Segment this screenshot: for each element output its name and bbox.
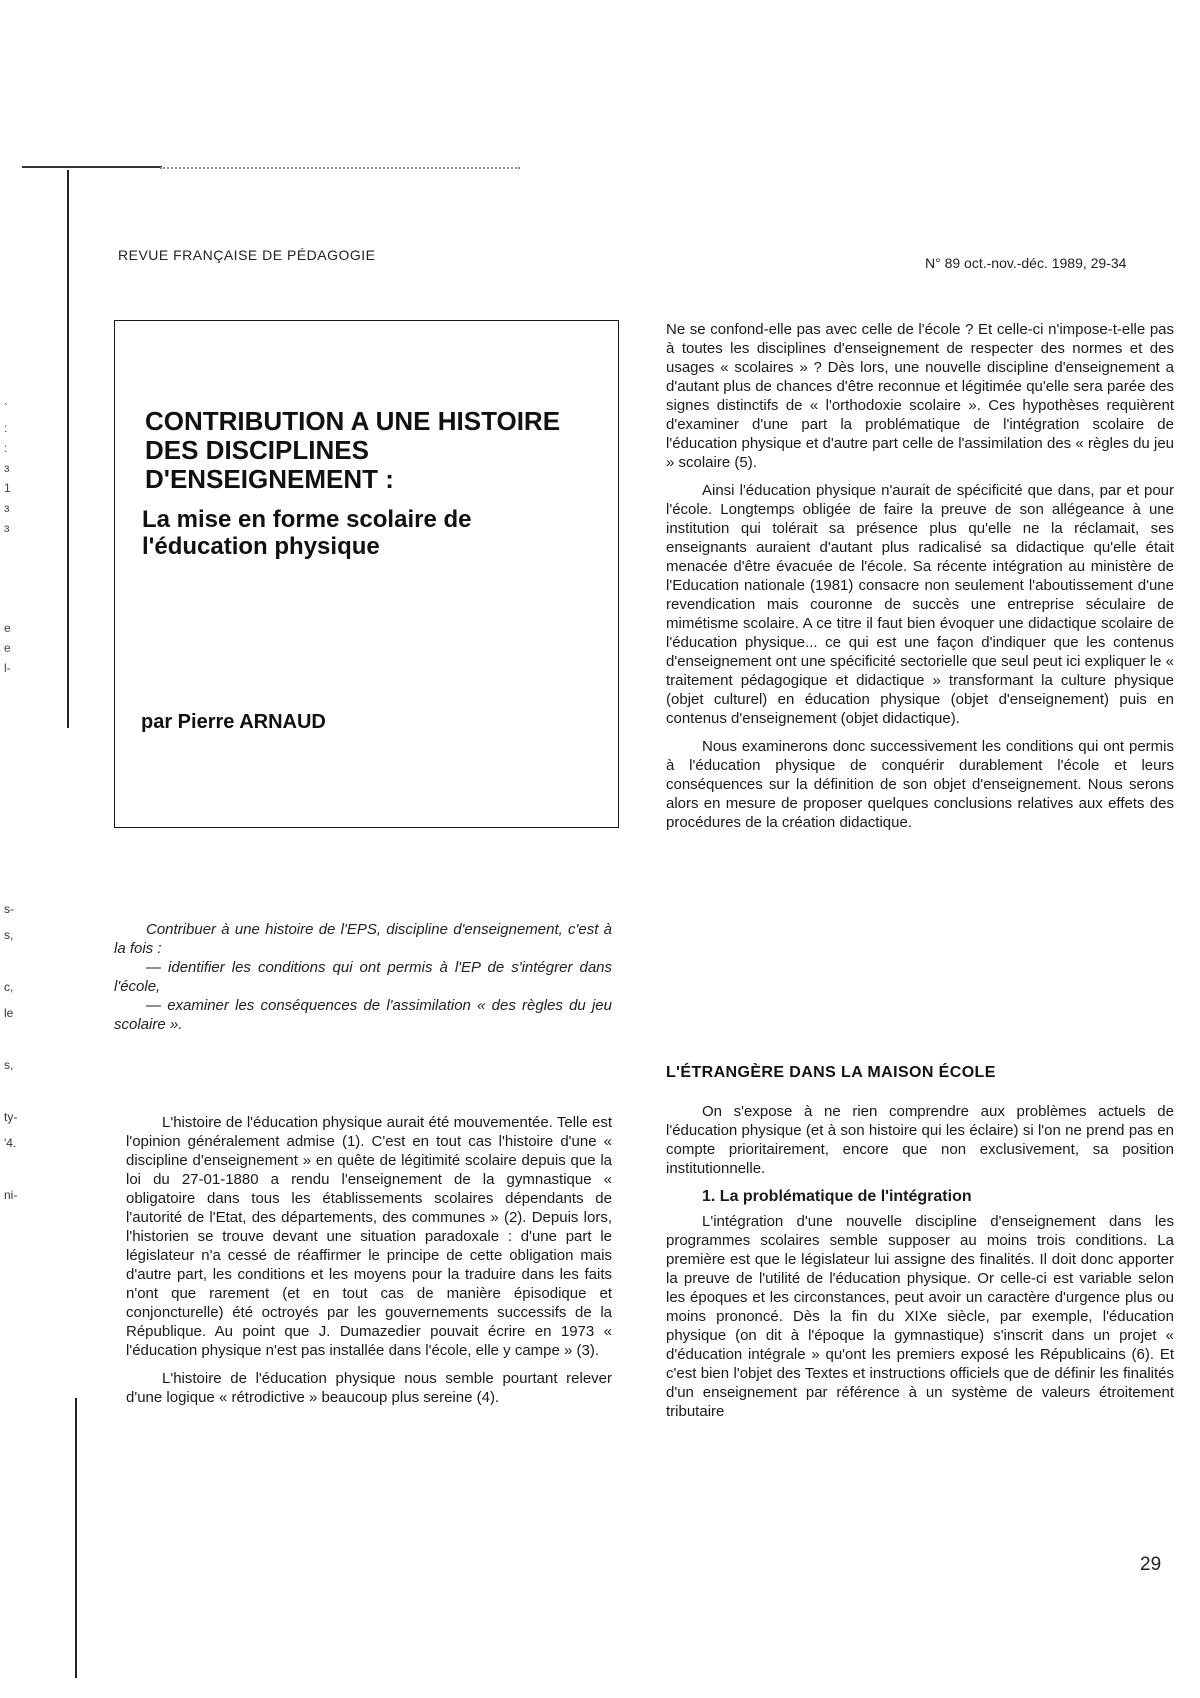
margin-fragments-lower xyxy=(4,896,54,1208)
margin-fragment xyxy=(4,1026,54,1052)
body-paragraph: On s'expose à ne rien comprendre aux problèmes actuels de l'éducation physique (et à son histoire qui les éclaire) si l'on ne prend pas en compte prioritairement, encore que non exclusivement, sa position institutionnelle. xyxy=(666,1103,1174,1177)
margin-fragment: '4. xyxy=(4,1136,17,1150)
margin-fragment: le xyxy=(4,1006,14,1020)
margin-fragment xyxy=(4,1078,54,1104)
scan-left-edge-line xyxy=(67,170,69,728)
body-paragraph: L'histoire de l'éducation physique nous semble pourtant relever d'une logique « rétrodictive » beaucoup plus sereine (4). xyxy=(126,1370,612,1406)
running-head-journal: REVUE FRANÇAISE DE PÉDAGOGIE xyxy=(118,247,376,263)
margin-fragment: s, xyxy=(4,928,14,942)
abstract xyxy=(114,920,612,1034)
abstract-item: — identifier les conditions qui ont permis à l'EP de s'intégrer dans l'école, xyxy=(114,959,612,995)
left-column xyxy=(126,1113,612,1416)
margin-fragment xyxy=(4,1156,54,1182)
running-head-issue: N° 89 oct.-nov.-déc. 1989, 29-34 xyxy=(925,255,1127,271)
body-paragraph: Nous examinerons donc successivement les conditions qui ont permis à l'éducation physique de conquérir durablement l'école et leurs conséquences sur la définition de son objet d'enseignement. Nous serons alors en mesure de proposer quelques conclusions relatives aux effets des procédures de la création didactique. xyxy=(666,738,1174,831)
margin-fragment: : xyxy=(4,441,8,455)
scan-left-edge-line-lower xyxy=(75,1398,77,1678)
margin-fragment xyxy=(4,558,44,578)
margin-fragments-upper xyxy=(4,398,44,678)
page-number: 29 xyxy=(1140,1554,1162,1575)
article-author: par Pierre ARNAUD xyxy=(141,711,326,733)
margin-fragment: l- xyxy=(4,661,11,675)
margin-fragment: e xyxy=(4,621,11,635)
right-column-top xyxy=(666,320,1174,841)
scan-dotted-rule xyxy=(160,167,520,169)
margin-fragment: s, xyxy=(4,1058,14,1072)
margin-fragment xyxy=(4,578,44,598)
abstract-intro: Contribuer à une histoire de l'EPS, discipline d'enseignement, c'est à la fois : xyxy=(114,921,612,957)
body-paragraph: L'histoire de l'éducation physique aurait été mouvementée. Telle est l'opinion généralement admise (1). C'est en tout cas l'histoire d'une « discipline d'enseignement » en quête de légitimité scolaire depuis que la loi du 27-01-1880 a rendu l'enseignement de la gymnastique « obligatoire dans tous les établissements scolaires dépendants de l'autorité de l'Etat, des départements, des communes » (2). Depuis lors, l'historien se trouve devant une situation paradoxale : d'une part le législateur n'a cessé de réaffirmer le principe de cette obligation mais d'autre part, les conditions et les moyens pour la traduire dans les faits n'ont que rarement (et en tout cas de manière épisodique et conjoncturelle) été octroyés par les gouvernements successifs de la République. Au point que J. Dumazedier pouvait écrire en 1973 « l'éducation physique n'est pas installée dans l'école, elle y campe » (3). xyxy=(126,1114,612,1359)
margin-fragment xyxy=(4,598,44,618)
subsection-heading: 1. La problématique de l'intégration xyxy=(702,1188,972,1205)
scan-top-rule xyxy=(22,166,162,168)
margin-fragment: 1 xyxy=(4,481,11,495)
margin-fragment: ɜ xyxy=(4,461,10,475)
body-paragraph: Ainsi l'éducation physique n'aurait de spécificité que dans, par et pour l'école. Longtemps obligée de faire la preuve de son allégeance à une institution qui tolérait sa présence plus qu'elle ne la réclamait, ses enseignants auraient d'autant plus radicalisé sa didactique qu'elle était menacée d'être évacuée de l'école. Sa récente intégration au ministère de l'Education nationale (1981) consacre non seulement l'aboutissement d'une revendication mais couronne de succès une entreprise séculaire de mimétisme scolaire. A ce titre il faut bien évoquer une didactique scolaire de l'éducation physique... ce qui est une façon d'indiquer que les contenus d'enseignement ont une spécificité sectorielle que seul peut ici expliquer le « traitement pédagogique et didactique » transformant la culture physique (objet culturel) en éducation physique (objet d'enseignement) puis en contenus d'enseignement (objet didactique). xyxy=(666,482,1174,727)
section-heading: L'ÉTRANGÈRE DANS LA MAISON ÉCOLE xyxy=(666,1064,996,1081)
margin-fragment: ty- xyxy=(4,1110,18,1124)
right-column-bottom xyxy=(666,1102,1174,1430)
article-subtitle: La mise en forme scolaire de l'éducation physique xyxy=(142,506,472,560)
abstract-item: — examiner les conséquences de l'assimilation « des règles du jeu scolaire ». xyxy=(114,997,612,1033)
margin-fragment: s- xyxy=(4,902,14,916)
title-box xyxy=(114,320,619,828)
margin-fragment xyxy=(4,538,44,558)
margin-fragment: c, xyxy=(4,980,14,994)
margin-fragment: ni- xyxy=(4,1188,18,1202)
article-title: CONTRIBUTION A UNE HISTOIRE DES DISCIPLINES D'ENSEIGNEMENT : xyxy=(145,406,561,494)
margin-fragment: ` xyxy=(4,401,8,415)
margin-fragment: ɜ xyxy=(4,501,10,515)
margin-fragment xyxy=(4,948,54,974)
margin-fragment: : xyxy=(4,421,8,435)
margin-fragment: ɜ xyxy=(4,521,10,535)
body-paragraph: Ne se confond-elle pas avec celle de l'école ? Et celle-ci n'impose-t-elle pas à toutes les disciplines d'enseignement de respecter des normes et des usages « scolaires » ? Dès lors, une nouvelle discipline d'enseignement a d'autant plus de chances d'être reconnue et légitimée qu'elle sera parée des signes distinctifs de « l'orthodoxie scolaire ». Ces hypothèses requièrent d'examiner d'une part la problématique de l'intégration scolaire de l'éducation physique et d'autre part celle de l'assimilation des « règles du jeu » scolaire (5). xyxy=(666,321,1174,471)
margin-fragment: e xyxy=(4,641,11,655)
body-paragraph: L'intégration d'une nouvelle discipline d'enseignement dans les programmes scolaires semble supposer au moins trois conditions. La première est que le législateur lui assigne des finalités. Il doit donc apporter la preuve de l'utilité de l'éducation physique. Or celle-ci est variable selon les époques et les circonstances, peut avoir un caractère d'urgence plus ou moins prononcé. Dès la fin du XIXe siècle, par exemple, l'éducation physique (on dit à l'époque la gymnastique) s'inscrit dans un projet « d'éducation intégrale » qu'ont les premiers exposé les Républicains (6). Et c'est bien l'objet des Textes et instructions officiels que de définir les finalités d'un enseignement par référence à un système de valeurs étroitement tributaire xyxy=(666,1213,1174,1420)
